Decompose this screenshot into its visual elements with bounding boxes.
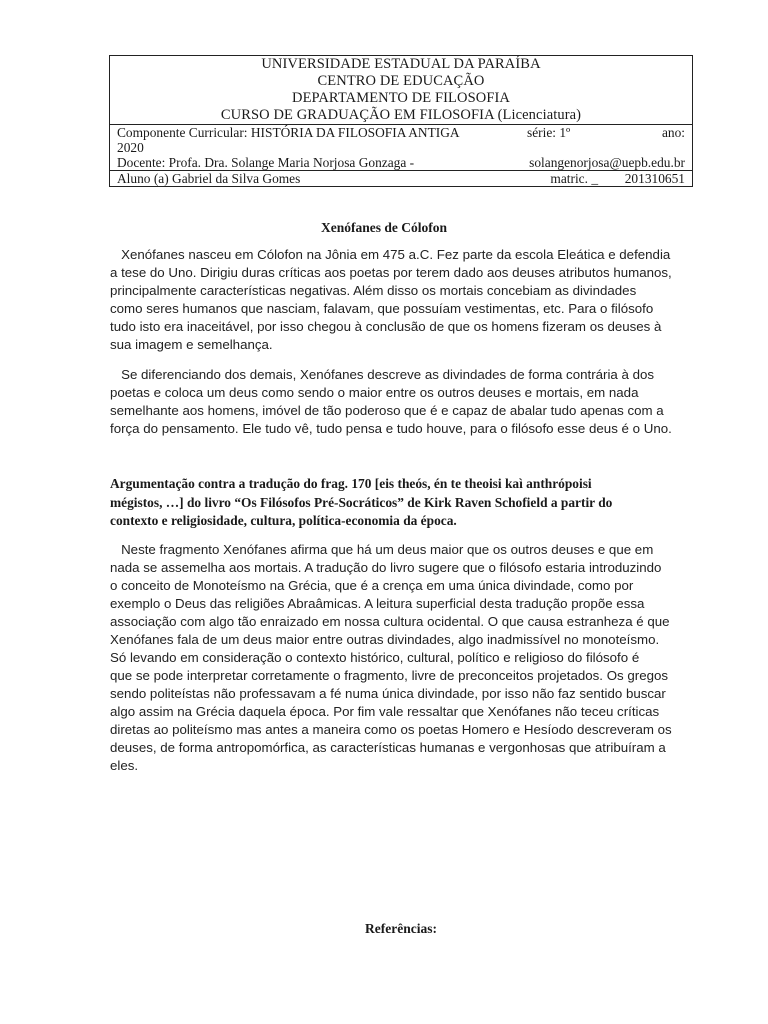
course-name: CURSO DE GRADUAÇÃO EM FILOSOFIA (Licenciatura)	[220, 107, 582, 123]
paragraph-line: diretas ao politeísmo mas antes a maneira como os poetas Homero e Hesíodo descreveram os	[110, 722, 672, 737]
document-title: Xenófanes de Cólofon	[320, 220, 447, 235]
matric-block	[550, 171, 685, 186]
student-name: Aluno (a) Gabriel da Silva Gomes	[117, 171, 301, 186]
component-label: Componente Curricular: HISTÓRIA DA FILOSOFIA ANTIGA	[117, 125, 460, 140]
paragraph-line: semelhante aos homens, imóvel de tão poderoso que é e capaz de abalar tudo apenas com a	[110, 403, 664, 418]
paragraph-line: Xenófanes nasceu em Cólofon na Jônia em 475 a.C. Fez parte da escola Eleática e defendia	[110, 247, 671, 262]
paragraph-line: exemplo o Deus das religiões Abraâmicas. A leitura superficial desta tradução propõe essa	[110, 596, 645, 611]
university-name: UNIVERSIDADE ESTADUAL DA PARAÍBA	[261, 56, 541, 72]
student-cell	[110, 171, 693, 187]
paragraph-line: o conceito de Monoteísmo na Grécia, que é a crença em uma única divindade, como por	[110, 578, 634, 593]
paragraph-line: que se pode interpretar corretamente o fragmento, livre de preconceitos projetados. Os gregos	[110, 668, 669, 683]
paragraph-3	[110, 541, 695, 775]
docente-label: Docente: Profa. Dra. Solange Maria Norjosa Gonzaga -	[117, 155, 415, 170]
year-value: 2020	[117, 140, 144, 155]
paragraph-2	[110, 366, 695, 438]
section-heading-line: mégistos, …] do livro “Os Filósofos Pré-Socráticos” de Kirk Raven Schofield a partir do	[110, 494, 613, 510]
paragraph-line: Xenófanes fala de um deus maior entre outras divindades, algo inadmissível no monoteísmo.	[110, 632, 660, 647]
paragraph-line: força do pensamento. Ele tudo vê, tudo pensa e tudo houve, para o filósofo esse deus é o Uno.	[110, 421, 672, 436]
section-heading	[110, 475, 695, 531]
serie-label: série: 1º	[527, 125, 571, 140]
paragraph-line: sendo politeístas não professavam a fé numa única divindade, por isso não faz sentido buscar	[110, 686, 666, 701]
paragraph-line: sua imagem e semelhança.	[110, 337, 273, 352]
center-name: CENTRO DE EDUCAÇÃO	[317, 73, 485, 89]
ano-label: ano:	[661, 125, 685, 140]
paragraph-line: tudo isto era inaceitável, por isso chegou à conclusão de que os homens fizeram os deuses à	[110, 319, 662, 334]
docente-email: solangenorjosa@uepb.edu.br	[529, 155, 685, 170]
institution-block	[110, 56, 693, 125]
matric-label: matric. _	[550, 171, 599, 186]
paragraph-line: principalmente características negativas. Além disso os mortais concebiam as divindades	[110, 283, 637, 298]
matric-value: 201310651	[624, 171, 685, 186]
section-heading-line: contexto e religiosidade, cultura, política-economia da época.	[110, 513, 457, 528]
paragraph-1	[110, 246, 695, 354]
header-table	[109, 55, 693, 187]
paragraph-line: Só levando em consideração o contexto histórico, cultural, político e religioso do filósofo é	[110, 650, 640, 665]
paragraph-line: deuses, de forma antropomórfica, as características humanas e vergonhosas que atribuíram a	[110, 740, 666, 755]
department-name: DEPARTAMENTO DE FILOSOFIA	[292, 90, 510, 106]
component-cell	[110, 125, 693, 171]
paragraph-line: poetas e coloca um deus como sendo o maior entre os outros deuses e mortais, em nada	[110, 385, 639, 400]
paragraph-line: eles.	[110, 758, 139, 773]
paragraph-line: a tese do Uno. Dirigiu duras críticas aos poetas por terem dado aos deuses atributos humanos,	[110, 265, 672, 280]
paragraph-line: Se diferenciando dos demais, Xenófanes descreve as divindades de forma contrária à dos	[110, 367, 655, 382]
paragraph-line: nada se assemelha aos mortais. A tradução do livro sugere que o filósofo estaria introduzindo	[110, 560, 662, 575]
paragraph-line: algo assim na Grécia daquela época. Por fim vale ressaltar que Xenófanes não teceu críticas	[110, 704, 660, 719]
paragraph-line: associação com algo tão enraizado em nossa cultura ocidental. O que causa estranheza é que	[110, 614, 670, 629]
references-heading: Referências:	[365, 921, 437, 936]
section-heading-line: Argumentação contra a tradução do frag. 170 [eis theós, én te theoisi kaì anthrópoisi	[110, 476, 592, 491]
paragraph-line: como seres humanos que nasciam, falavam, que possuíam vestimentas, etc. Para o filósofo	[110, 301, 654, 316]
paragraph-line: Neste fragmento Xenófanes afirma que há um deus maior que os outros deuses e que em	[110, 542, 654, 557]
